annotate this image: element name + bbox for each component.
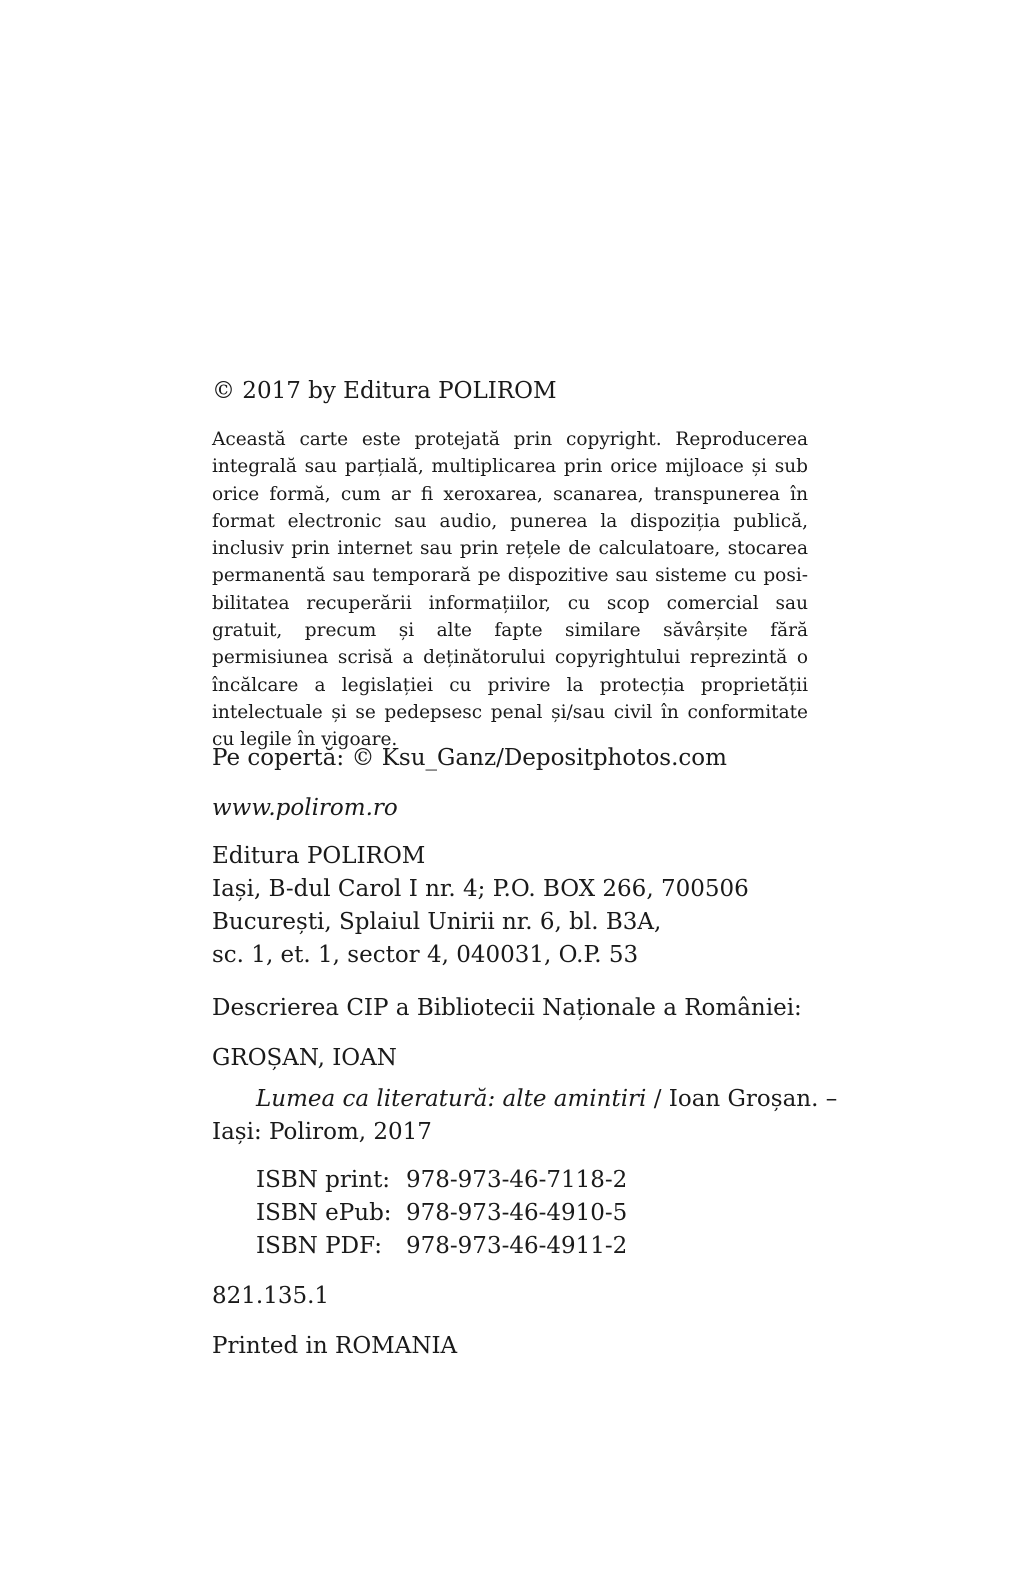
publisher-block [212,840,749,972]
isbn-value: 978-973-46-4910-5 [406,1200,628,1226]
website-link[interactable]: www.polirom.ro [212,795,398,821]
isbn-row [256,1230,627,1263]
book-title: Lumea ca literatură: alte amintiri [256,1086,647,1112]
publisher-address-line: sc. 1, et. 1, sector 4, 040031, O.P. 53 [212,942,639,968]
cip-author: GROȘAN, IOAN [212,1045,397,1071]
publisher-name: Editura POLIROM [212,843,426,869]
isbn-value: 978-973-46-7118-2 [406,1167,628,1193]
copyright-line: © 2017 by Editura POLIROM [212,378,557,404]
isbn-label: ISBN PDF: [256,1233,382,1259]
cip-classification: 821.135.1 [212,1283,330,1309]
isbn-row [256,1197,627,1230]
publisher-address-line: Iași, B-dul Carol I nr. 4; P.O. BOX 266, 700506 [212,876,749,902]
cip-title-line [256,1083,837,1116]
cover-credit: Pe copertă: © Ksu_Ganz/Depositphotos.com [212,745,727,771]
cip-heading: Descrierea CIP a Bibliotecii Naționale a României: [212,995,802,1021]
isbn-label: ISBN ePub: [256,1200,392,1226]
cip-imprint: Iași: Polirom, 2017 [212,1119,432,1145]
publisher-address-line: București, Splaiul Unirii nr. 6, bl. B3A, [212,909,662,935]
printed-in: Printed in ROMANIA [212,1333,458,1359]
isbn-row [256,1164,627,1197]
isbn-label: ISBN print: [256,1167,391,1193]
isbn-list [256,1164,627,1263]
isbn-value: 978-973-46-4911-2 [406,1233,628,1259]
book-responsibility: / Ioan Groșan. – [646,1086,838,1112]
legal-notice: Această carte este protejată prin copyright. Reproducerea integrală sau parțială, multiplicarea prin orice mijloace și sub orice formă, cum ar fi xeroxarea, scanarea, transpunerea în format electronic sau audio, punerea la dispoziția publică, inclusiv prin internet sau prin rețele de calculatoare, stocarea permanentă sau temporară pe dispozitive sau sisteme cu posibilitatea recuperării informațiilor, cu scop comercial sau gratuit, precum și alte fapte similare săvârșite fără permisiunea scrisă a deținătorului copyrightului reprezintă o încălcare a legislației cu privire la protecția proprietății intelectuale și se pedepsesc penal și/sau civil în conformitate cu legile în vigoare. [212,429,808,751]
